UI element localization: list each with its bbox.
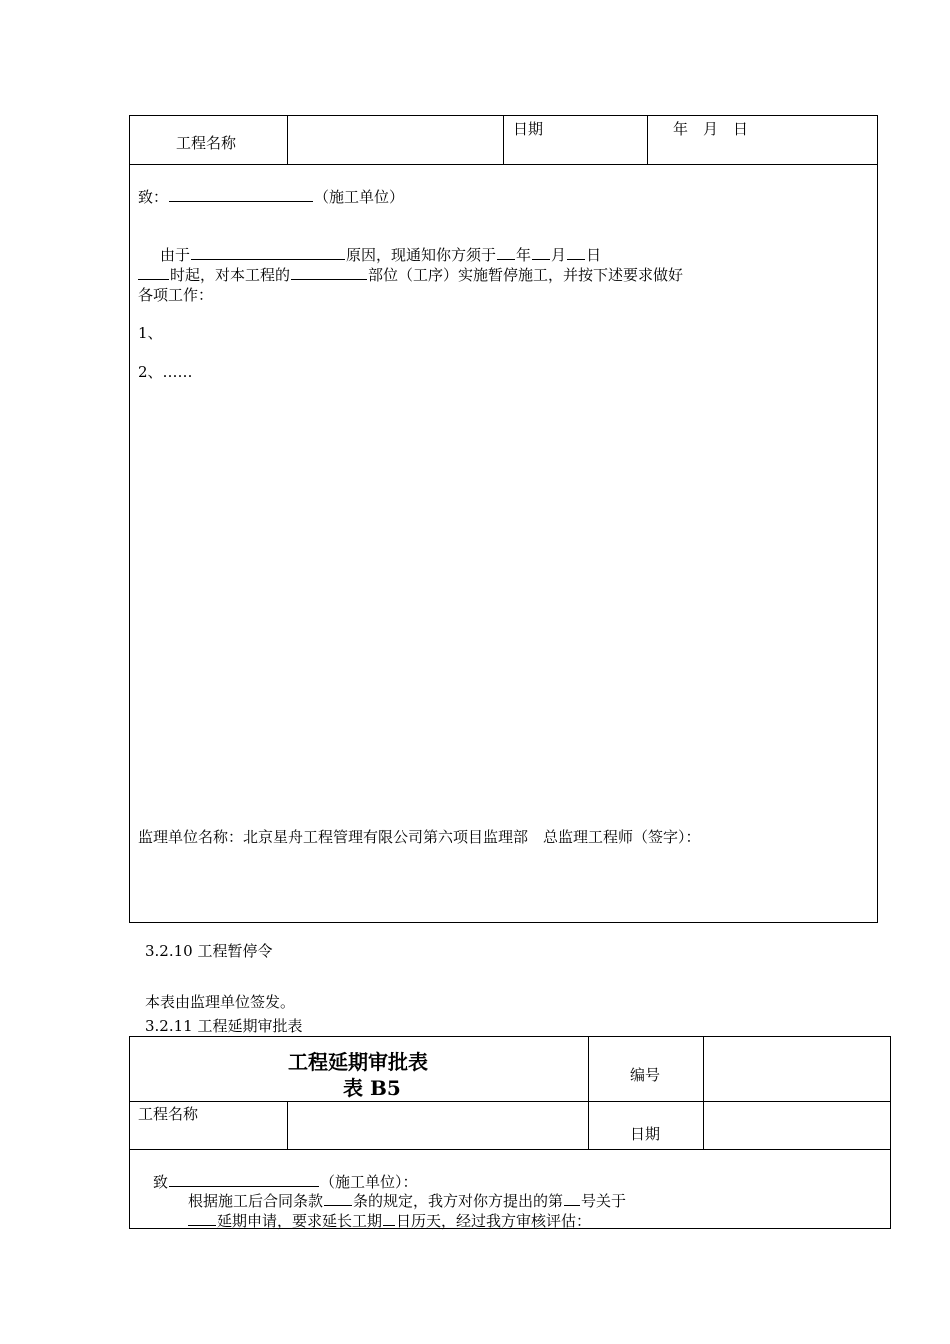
form2-title: 工程延期审批表 [288,1050,428,1074]
number-label: 编号 [630,1066,661,1084]
application-no-blank[interactable] [564,1190,580,1206]
form-note: 本表由监理单位签发。 [145,993,296,1011]
day-blank[interactable] [567,244,585,260]
body-text: 日历天，经过我方审核评估： [396,1212,592,1230]
form1-header-divider [129,164,878,165]
body-text: 部位（工序）实施暂停施工，并按下述要求做好 [368,266,684,284]
body-line-3: 各项工作： [138,286,214,304]
list-item-2: 2、…… [138,363,193,381]
number-field[interactable] [705,1038,889,1100]
day-label: 日 [586,246,602,264]
body-text: 根据施工后合同条款 [188,1192,324,1210]
form1-col-divider-2 [503,115,504,164]
body-text: 由于 [160,246,191,264]
body-text: 号关于 [581,1192,627,1210]
body-line-2 [138,264,683,285]
form1-col-divider-3 [647,115,648,164]
clause-blank[interactable] [324,1190,352,1206]
section2-heading: 3.2.11 工程延期审批表 [145,1017,303,1035]
form2-row-divider-2 [129,1149,891,1150]
form2-date-field[interactable] [705,1103,889,1147]
to-prefix: 致 [153,1173,169,1191]
supervisor-signature-line: 监理单位名称：北京星舟工程管理有限公司第六项目监理部 总监理工程师（签字）： [138,828,701,846]
year-label: 年 [516,246,532,264]
form2-project-name-label: 工程名称 [138,1105,199,1123]
form2-body-line-2 [188,1210,591,1231]
to-suffix: （施工单位） [314,188,405,206]
form2-col-divider-c [287,1101,288,1149]
body-text: 原因，现通知你方须于 [346,246,497,264]
recipient-blank[interactable] [169,186,313,202]
form2-body-line-1 [188,1190,626,1211]
suspension-order-form [129,115,878,923]
days-blank[interactable] [383,1210,395,1226]
project-name-label: 工程名称 [176,134,237,152]
hour-blank[interactable] [138,264,169,280]
month-blank[interactable] [532,244,550,260]
reason-blank[interactable] [191,244,345,260]
body-text: 延期申请，要求延长工期 [217,1212,383,1230]
section-heading: 3.2.10 工程暂停令 [145,942,273,960]
to-prefix: 致： [138,188,169,206]
project-name-field[interactable] [289,117,501,162]
form2-project-name-field[interactable] [289,1103,586,1147]
body-text: 条的规定，我方对你方提出的第 [353,1192,564,1210]
to-suffix: （施工单位）： [320,1173,418,1191]
list-item-1: 1、 [138,324,163,342]
part-blank[interactable] [291,264,367,280]
date-format[interactable]: 年 月 日 [673,120,749,138]
form2-subtitle: 表 B5 [343,1076,401,1100]
form1-col-divider-1 [287,115,288,164]
subject-blank[interactable] [188,1210,216,1226]
month-label: 月 [551,246,567,264]
form2-row-divider-1 [129,1101,891,1102]
body-line-1 [160,244,601,265]
form2-recipient-blank[interactable] [169,1171,319,1187]
body-text: 时起，对本工程的 [170,266,291,284]
recipient-line [138,186,404,207]
form2-date-label: 日期 [630,1125,661,1143]
form2-col-divider-b [703,1036,704,1149]
form2-col-divider-a [588,1036,589,1149]
year-blank[interactable] [497,244,515,260]
date-label: 日期 [513,120,544,138]
form2-recipient-line [153,1171,418,1192]
